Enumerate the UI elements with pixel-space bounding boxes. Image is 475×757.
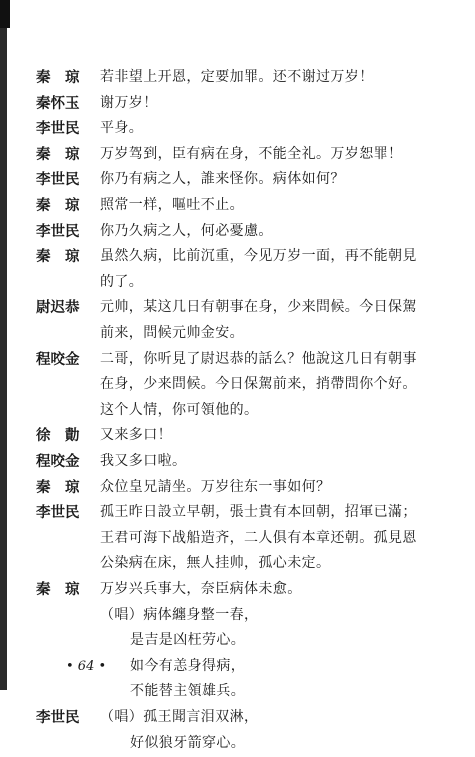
dialogue-line: 这个人情，你可領他的。 (100, 401, 259, 418)
dialogue-entry (0, 346, 475, 418)
speaker-name: 李世民 (36, 504, 80, 522)
dialogue-line: 前来，問候元帅金安。 (100, 324, 244, 341)
speaker-name: 秦 琼 (36, 581, 80, 598)
dialogue-entry (0, 115, 475, 142)
dialogue-line: 虽然久病，比前沉重，今见万岁一面，再不能朝見 (100, 248, 417, 265)
speaker-name: 秦 琼 (36, 478, 80, 496)
dialogue-entry (0, 90, 475, 117)
speaker-name: 徐 勣 (36, 427, 80, 445)
dialogue-line: （唱）病体纏身整一春， (100, 606, 259, 623)
dialogue-line: （唱）孤王聞言泪双淋， (100, 709, 259, 725)
speaker-name: 李世民 (36, 222, 80, 240)
dialogue-entry (0, 422, 475, 449)
speaker-name: 李世民 (36, 709, 80, 726)
dialogue-line: 元帅，某这几日有朝事在身，少来問候。今日保駕 (100, 299, 417, 316)
dialogue-entry (0, 141, 475, 168)
dialogue-line: 照常一样，嘔吐不止。 (100, 197, 244, 213)
speaker-name: 李世民 (36, 120, 80, 138)
dialogue-line: 好似狼牙箭穿心。 (130, 734, 246, 751)
dialogue-entry (0, 166, 475, 193)
speaker-name: 秦怀玉 (36, 94, 80, 112)
dialogue-line: 若非望上开恩，定要加罪。还不谢过万岁！ (100, 69, 374, 85)
dialogue-line: 王君可海下战船造齐，二人俱有本章还朝。孤見恩 (100, 529, 417, 546)
dialogue-line: 谢万岁！ (100, 94, 158, 111)
dialogue-line: 万岁驾到，臣有病在身，不能全礼。万岁恕罪！ (100, 145, 403, 162)
dialogue-entry (0, 294, 475, 341)
dialogue-line: 公染病在床，無人挂帅，孤心未定。 (100, 555, 331, 572)
dialogue-entry (0, 448, 475, 475)
speaker-name: 李世民 (36, 171, 80, 189)
dialogue-line: 如今有恙身得病， (130, 657, 246, 674)
speaker-name: 尉迟恭 (36, 299, 80, 317)
dialogue-entry (0, 499, 475, 572)
dialogue-line: 众位皇兄請坐。万岁往东一事如何？ (100, 478, 331, 495)
dialogue-line: 孤王昨日設立早朝，張士貴有本回朝，招軍已滿； (100, 504, 417, 521)
page-corner-shadow (0, 0, 10, 28)
dialogue-entry (0, 218, 475, 245)
dialogue-entry (0, 474, 475, 501)
dialogue-line: 的了。 (100, 273, 144, 290)
dialogue-line: 又来多口！ (100, 427, 172, 444)
dialogue-entry (0, 243, 475, 290)
dialogue-line: 不能替主領雄兵。 (130, 683, 246, 700)
dialogue-entry (0, 64, 475, 91)
speaker-name: 秦 琼 (36, 197, 80, 214)
page-number: • 64 • (66, 659, 107, 674)
dialogue-line: 是吉是凶枉劳心。 (130, 632, 246, 649)
speaker-name: 秦 琼 (36, 248, 80, 266)
speaker-name: 秦 琼 (36, 145, 80, 163)
speaker-name: 秦 琼 (36, 69, 80, 86)
dialogue-entry (0, 576, 475, 603)
dialogue-line: 万岁兴兵事大，奈臣病体未愈。 (100, 581, 302, 597)
dialogue-line: 你乃久病之人，何必憂慮。 (100, 222, 273, 239)
speaker-name: 程咬金 (36, 350, 80, 368)
dialogue-line: 二哥，你听見了尉迟恭的話么？他說这几日有朝事 (100, 350, 417, 367)
dialogue-line: 我又多口啦。 (100, 453, 187, 469)
dialogue-line: 你乃有病之人，誰来怪你。病体如何？ (100, 171, 345, 188)
song-block (0, 704, 475, 751)
dialogue-line: 平身。 (100, 120, 144, 137)
dialogue-entry (0, 192, 475, 219)
dialogue-line: 在身，少来問候。今日保駕前来，捎帶問你个好。 (100, 376, 417, 393)
speaker-name: 程咬金 (36, 453, 80, 470)
